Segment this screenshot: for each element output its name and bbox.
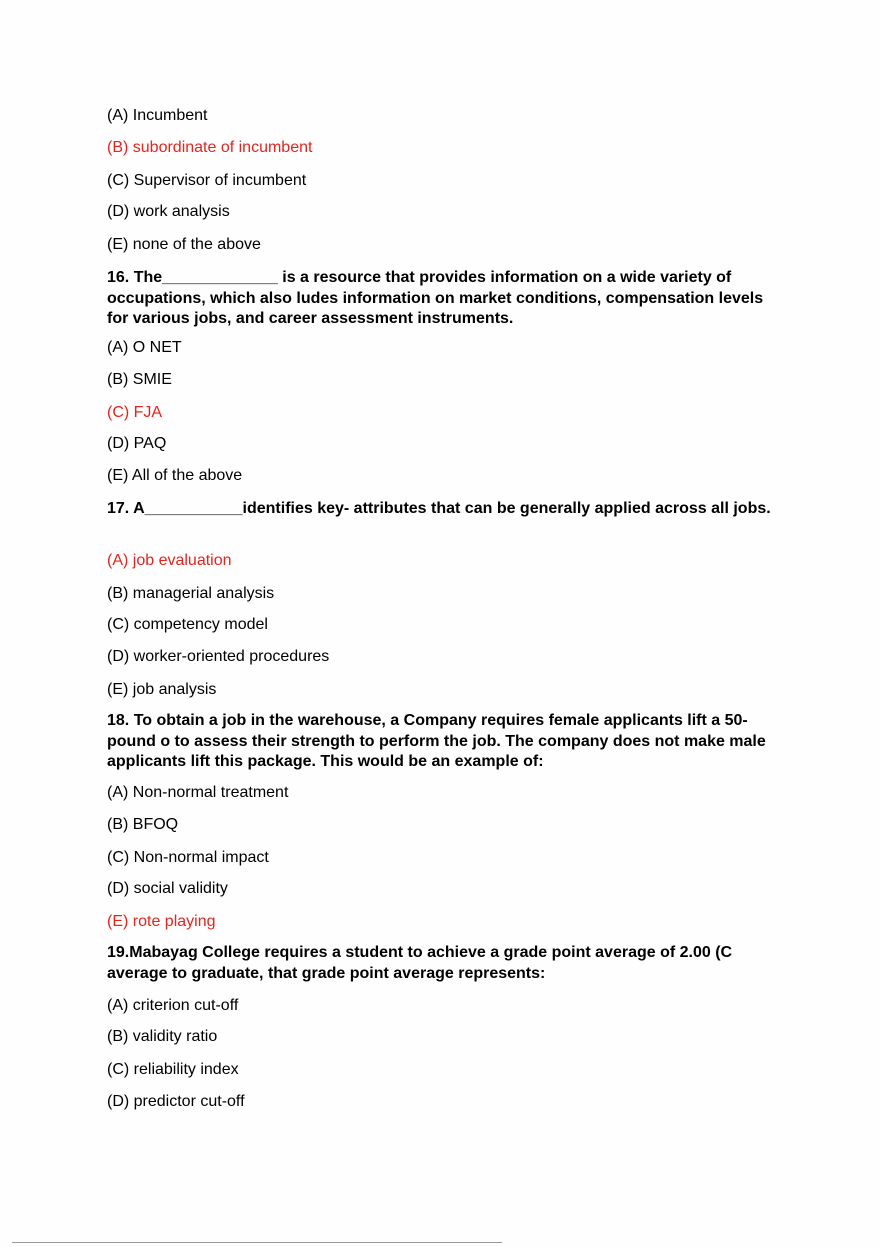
option: (B) BFOQ [107,816,179,833]
option: (D) predictor cut-off [107,1093,245,1110]
option: (B) SMIE [107,371,172,388]
option: (B) managerial analysis [107,585,275,602]
option: (C) competency model [107,616,268,633]
option: (D) work analysis [107,203,230,220]
option: (D) PAQ [107,435,167,452]
footer-rule [12,1242,502,1243]
question-text: 16. The_____________ is a resource that provides information on a wide variety of occupations, which also ludes information on market conditions, compensation levels for various jobs, and career assessment instruments. [107,269,764,327]
option: (A) criterion cut-off [107,997,239,1014]
answer-option: (A) job evaluation [107,552,232,569]
question-text: 17. A___________identifies key- attributes that can be generally applied across all jobs. [107,500,771,517]
option: (C) Non-normal impact [107,849,269,866]
option: (A) O NET [107,339,182,356]
option: (B) validity ratio [107,1028,218,1045]
option: (E) none of the above [107,236,261,253]
answer-option: (E) rote playing [107,913,216,930]
option: (C) reliability index [107,1061,239,1078]
option: (E) All of the above [107,467,243,484]
option: (D) social validity [107,880,228,897]
option: (A) Incumbent [107,107,208,124]
option: (E) job analysis [107,681,217,698]
option: (D) worker-oriented procedures [107,648,330,665]
option: (A) Non-normal treatment [107,784,289,801]
answer-option: (C) FJA [107,404,163,421]
question-text: 18. To obtain a job in the warehouse, a Company requires female applicants lift a 50-pound o to assess their strength to perform the job. The company does not make male applicants lift this package. This would be an example of: [107,712,766,770]
option: (C) Supervisor of incumbent [107,172,307,189]
answer-option: (B) subordinate of incumbent [107,139,313,156]
question-text: 19.Mabayag College requires a student to achieve a grade point average of 2.00 (C average to graduate, that grade point average represents: [107,944,733,982]
